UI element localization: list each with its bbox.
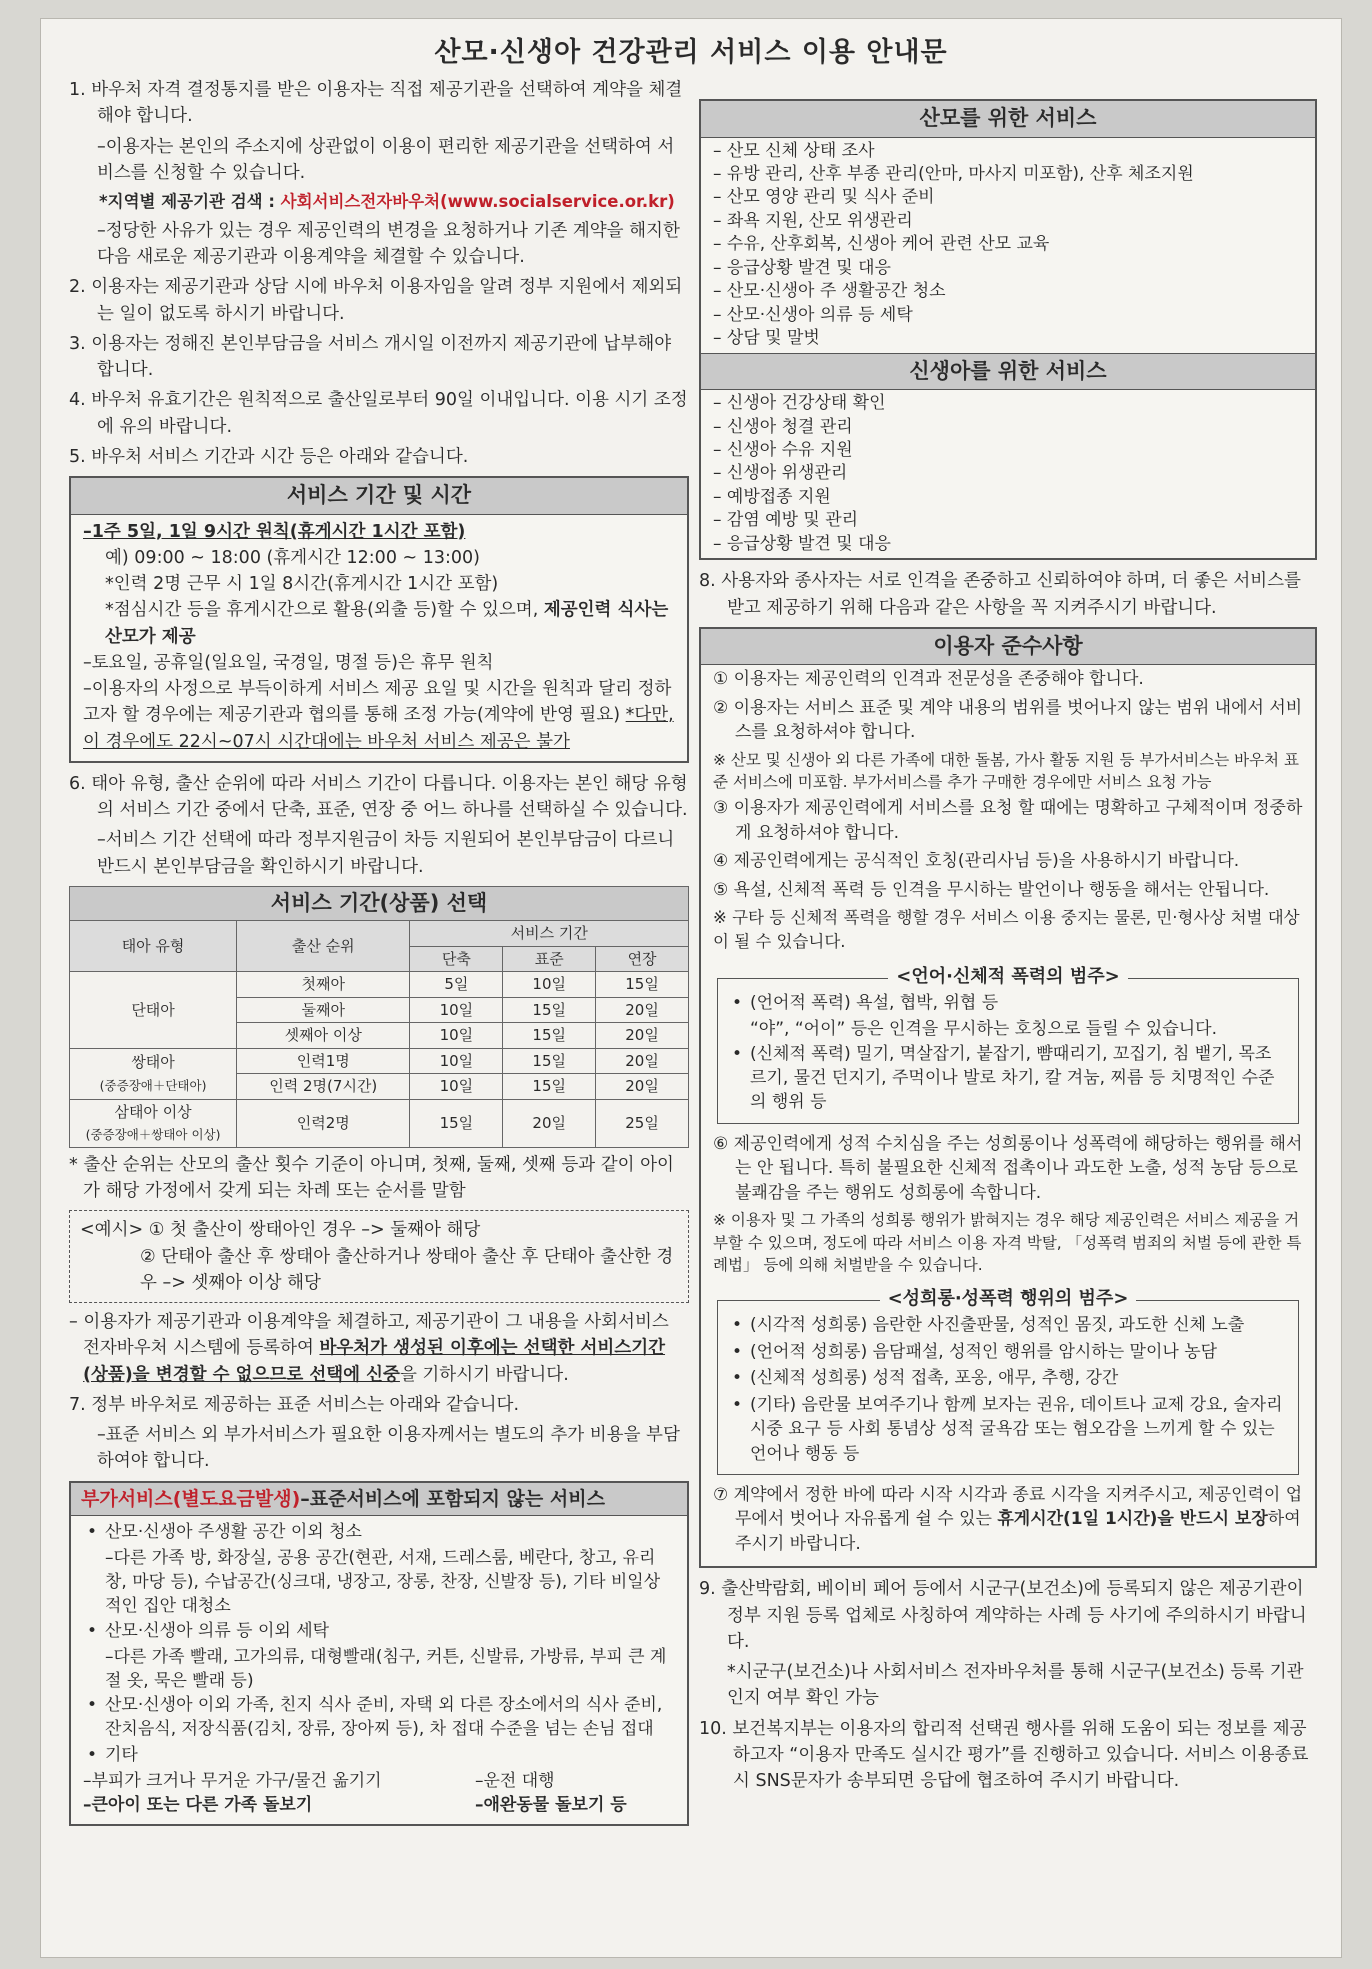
mother-service-header: 산모를 위한 서비스 (701, 101, 1315, 138)
item-6: 6. 태아 유형, 출산 순위에 따라 서비스 기간이 다릅니다. 이용자는 본인 해당 유형의 서비스 기간 중에서 단축, 표준, 연장 중 어느 하나를 선택하실 수 있습니다. (69, 773, 688, 820)
document-title: 산모·신생아 건강관리 서비스 이용 안내문 (434, 37, 948, 68)
mother-item: – 좌욕 지원, 산모 위생관리 (713, 210, 913, 231)
verbal-violence-note: “야”, “어이” 등은 인격을 무시하는 호칭으로 들릴 수 있습니다. (750, 1019, 1217, 1040)
compliance-6: ⑥ 제공인력에게 성적 수치심을 주는 성희롱이나 성폭력에 해당하는 행위를 해서는 안 됩니다. 특히 불필요한 신체적 접촉이나 과도한 노출, 성적 농담 등으로 불쾌감을 주는 행위도 성희롱에 속합니다. (713, 1133, 1303, 1203)
table-row: 삼태아 이상 (중증장애＋쌍태아 이상) 인력2명 15일 20일 25일 (70, 1099, 689, 1147)
item-1-sub2: –정당한 사유가 있는 경우 제공인력의 변경을 요청하거나 기존 계약을 해지한 다음 새로운 제공기관과 이용계약을 체결할 수 있습니다. (97, 220, 680, 267)
left-column (69, 77, 689, 1834)
mother-service-box (699, 99, 1317, 560)
baby-service-header: 신생아를 위한 서비스 (701, 353, 1315, 391)
mother-item: – 산모 영양 관리 및 식사 준비 (713, 187, 935, 208)
right-column (699, 99, 1317, 1798)
period-example: 예) 09:00 ~ 18:00 (휴게시간 12:00 ~ 13:00) (105, 547, 481, 568)
example-2: ② 단태아 출산 후 쌍태아 출산하거나 쌍태아 출산 후 단태아 출산한 경우 –> 셋째아 이상 해당 (140, 1246, 674, 1293)
item-1: 1. 바우처 자격 결정통지를 받은 이용자는 직접 제공기관을 선택하여 계약을 체결해야 합니다. (69, 80, 683, 127)
baby-service-box (701, 390, 1315, 558)
sexual-harassment-title: <성희롱·성폭력 행위의 범주> (713, 1286, 1303, 1312)
extra-laundry-detail: –다른 가족 빨래, 고가의류, 대형빨래(침구, 커튼, 신발류, 가방류, 부피 큰 계절 옷, 묵은 빨래 등) (105, 1646, 667, 1691)
period-rule: –1주 5일, 1일 9시간 원칙(휴게시간 1시간 포함) (83, 521, 466, 542)
item-9: 9. 출산박람회, 베이비 페어 등에서 시군구(보건소)에 등록되지 않은 제공기관이 정부 지원 등록 업체로 사칭하여 계약하는 사례 등 사기에 주의하시기 바랍니다. (699, 1579, 1307, 1652)
product-change-note: – 이용자가 제공기관과 이용계약을 체결하고, 제공기관이 그 내용을 사회서비스 전자바우처 시스템에 등록하여 바우처가 생성된 이후에는 선택한 서비스기간(상품)을 변경할 수 없으므로 선택에 신중을 기하시기 바랍니다. (69, 1312, 669, 1385)
compliance-3: ③ 이용자가 제공인력에게 서비스를 요청 할 때에는 명확하고 구체적이며 정중하게 요청하셔야 합니다. (713, 798, 1303, 843)
notice-sheet (40, 18, 1342, 1958)
baby-item: – 신생아 청결 관리 (713, 416, 853, 437)
compliance-6-note: ※ 이용자 및 그 가족의 성희롱 행위가 밝혀지는 경우 해당 제공인력은 서비스 제공을 거부할 수 있으며, 정도에 따라 서비스 이용 자격 박탈, 「성폭력 범죄의 처벌 등에 관한 특례법」 등에 의해 처벌받을 수 있습니다. (713, 1211, 1302, 1274)
table-row: 인력 2명(7시간) 10일 15일 20일 (70, 1074, 689, 1100)
verbal-violence: • (언어적 폭력) 욕설, 협박, 위협 등 (728, 991, 1286, 1015)
baby-item: – 응급상황 발견 및 대응 (713, 533, 891, 554)
baby-item: – 신생아 위생관리 (713, 463, 848, 484)
violence-category-box (717, 978, 1299, 1124)
extra-laundry: • 산모·신생아 의류 등 이외 세탁 (83, 1619, 675, 1643)
col-service-period: 서비스 기간 (410, 921, 689, 947)
item-5: 5. 바우처 서비스 기간과 시간 등은 아래와 같습니다. (69, 446, 469, 467)
extra-service-box (69, 1481, 689, 1826)
compliance-1: ① 이용자는 제공인력의 인격과 전문성을 존중해야 합니다. (713, 669, 1144, 690)
type-twin: 쌍태아 (중증장애＋단태아) (70, 1048, 237, 1099)
compliance-2-note: ※ 산모 및 신생아 외 다른 가족에 대한 돌봄, 가사 활동 지원 등 부가서비스는 바우처 표준 서비스에 미포함. 부가서비스를 추가 구매한 경우에만 서비스 요청 가능 (713, 750, 1299, 791)
item-10: 10. 보건복지부는 이용자의 합리적 선택권 행사를 위해 도움이 되는 정보를 제공하고자 “이용자 만족도 실시간 평가”를 진행하고 있습니다. 서비스 이용종료 시 SNS문자가 송부되면 응답에 협조하여 주시기 바랍니다. (699, 1718, 1309, 1792)
example-1: <예시> ① 첫 출산이 쌍태아인 경우 –> 둘째아 해당 (80, 1220, 481, 1241)
extra-service-header: 부가서비스(별도요금발생)–표준서비스에 포함되지 않는 서비스 (71, 1483, 687, 1517)
user-compliance-box (699, 627, 1317, 1569)
type-single: 단태아 (70, 972, 237, 1049)
baby-item: – 감염 예방 및 관리 (713, 510, 859, 531)
holiday-rule: –토요일, 공휴일(일요일, 국경일, 명절 등)은 휴무 원칙 (83, 652, 494, 673)
item-6-sub: –서비스 기간 선택에 따라 정부지원금이 차등 지원되어 본인부담금이 다르니 반드시 본인부담금을 확인하시기 바랍니다. (97, 830, 675, 877)
lunch-note: *점심시간 등을 휴게시간으로 활용(외출 등)할 수 있으며, 제공인력 식사는 산모가 제공 (105, 600, 669, 647)
compliance-4: ④ 제공인력에게는 공식적인 호칭(관리사님 등)을 사용하시기 바랍니다. (713, 851, 1240, 872)
col-short: 단축 (410, 946, 503, 972)
service-product-table (69, 886, 689, 1148)
extra-etc: • 기타 (83, 1743, 675, 1767)
item-7: 7. 정부 바우처로 제공하는 표준 서비스는 아래와 같습니다. (69, 1394, 520, 1415)
mother-item: – 산모·신생아 의류 등 세탁 (713, 304, 913, 325)
item-4: 4. 바우처 유효기간은 원칙적으로 출산일로부터 90일 이내입니다. 이용 시기 조정에 유의 바랍니다. (69, 390, 688, 437)
visual-harassment: • (시각적 성희롱) 음란한 사진출판물, 성적인 몸짓, 과도한 신체 노출 (728, 1313, 1286, 1337)
user-compliance-header: 이용자 준수사항 (701, 629, 1315, 666)
example-box (69, 1210, 689, 1303)
item-8: 8. 사용자와 종사자는 서로 인격을 존중하고 신뢰하여야 하며, 더 좋은 서비스를 받고 제공하기 위해 다음과 같은 사항을 꼭 지켜주시기 바랍니다. (699, 571, 1301, 618)
baby-item: – 신생아 수유 지원 (713, 439, 853, 460)
mother-item: – 유방 관리, 산후 부종 관리(안마, 마사지 미포함), 산후 체조지원 (713, 163, 1194, 184)
verbal-harassment: • (언어적 성희롱) 음담패설, 성적인 행위를 암시하는 말이나 농담 (728, 1340, 1286, 1364)
physical-harassment: • (신체적 성희롱) 성적 접촉, 포옹, 애무, 추행, 강간 (728, 1366, 1286, 1390)
service-period-box (69, 476, 689, 763)
sexual-harassment-box (717, 1300, 1299, 1475)
violence-category-title: <언어·신체적 폭력의 범주> (713, 964, 1303, 990)
extra-meals: • 산모·신생아 이외 가족, 친지 식사 준비, 자택 외 다른 장소에서의 식사 준비, 잔치음식, 저장식품(김치, 장류, 장아찌 등), 차 접대 수준을 넘는 손님 접대 (83, 1693, 675, 1741)
provider-search-note (69, 190, 689, 215)
item-7-sub: –표준 서비스 외 부가서비스가 필요한 이용자께서는 별도의 추가 비용을 부담하여야 합니다. (97, 1425, 680, 1472)
mother-item: – 상담 및 말벗 (713, 328, 820, 349)
two-staff-note: *인력 2명 근무 시 1일 8시간(휴게시간 1시간 포함) (105, 574, 499, 594)
col-standard: 표준 (503, 946, 596, 972)
table-row: 단태아 첫째아 5일 10일 15일 (70, 972, 689, 998)
compliance-5-note: ※ 구타 등 신체적 폭력을 행할 경우 서비스 이용 중지는 물론, 민·형사상 처벌 대상이 될 수 있습니다. (713, 908, 1300, 951)
col-birth-order: 출산 순위 (237, 921, 410, 972)
mother-item: – 산모·신생아 주 생활공간 청소 (713, 281, 946, 302)
item-9-sub: *시군구(보건소)나 사회서비스 전자바우처를 통해 시군구(보건소) 등록 기관인지 여부 확인 가능 (727, 1662, 1304, 1709)
baby-item: – 신생아 건강상태 확인 (713, 393, 886, 414)
item-3: 3. 이용자는 정해진 본인부담금을 서비스 개시일 이전까지 제공기관에 납부해야 합니다. (69, 333, 672, 380)
mother-item: – 응급상황 발견 및 대응 (713, 257, 891, 278)
schedule-adjust-note: –이용자의 사정으로 부득이하게 서비스 제공 요일 및 시간을 원칙과 달리 정하고자 할 경우에는 제공기관과 협의를 통해 조정 가능(계약에 반영 필요) *다만, 이 경우에도 22시~07시 시간대에는 바우처 서비스 제공은 불가 (83, 679, 674, 752)
extra-etc-row1: –부피가 크거나 무거운 가구/물건 옮기기 –운전 대행 (83, 1771, 555, 1792)
extra-cleaning-detail: –다른 가족 방, 화장실, 공용 공간(현관, 서재, 드레스룸, 베란다, 창고, 유리창, 마당 등), 수납공간(싱크대, 냉장고, 장롱, 찬장, 신발장 등), 기타 비일상적인 집안 대청소 (105, 1548, 661, 1617)
search-site: 사회서비스전자바우처(www.socialservice.or.kr) (280, 192, 675, 211)
table-row: 둘째아 10일 15일 20일 (70, 997, 689, 1023)
search-label: *지역별 제공기관 검색 : (99, 192, 281, 211)
item-1-sub: –이용자는 본인의 주소지에 상관없이 이용이 편리한 제공기관을 선택하여 서비스를 신청할 수 있습니다. (97, 136, 675, 183)
col-extended: 연장 (596, 946, 689, 972)
compliance-5: ⑤ 욕설, 신체적 폭력 등 인격을 무시하는 발언이나 행동을 해서는 안됩니다. (713, 879, 1270, 900)
col-fetus-type: 태아 유형 (70, 921, 237, 972)
table-row: 쌍태아 (중증장애＋단태아) 인력1명 10일 15일 20일 (70, 1048, 689, 1074)
compliance-2: ② 이용자는 서비스 표준 및 계약 내용의 범위를 벗어나지 않는 범위 내에서 서비스를 요청하셔야 합니다. (713, 697, 1303, 743)
other-harassment: • (기타) 음란물 보여주기나 함께 보자는 권유, 데이트나 교제 강요, 술자리 시중 요구 등 사회 통념상 성적 굴욕감 또는 혐오감을 느끼게 할 수 있는 언어나 행동 등 (728, 1393, 1286, 1466)
compliance-7: ⑦ 계약에서 정한 바에 따라 시작 시각과 종료 시각을 지켜주시고, 제공인력이 업무에서 벗어나 자유롭게 쉴 수 있는 휴게시간(1일 1시간)을 반드시 보장하여 주시기 바랍니다. (713, 1484, 1303, 1554)
service-period-header: 서비스 기간 및 시간 (71, 478, 687, 515)
birth-order-note: * 출산 순위는 산모의 출산 횟수 기준이 아니며, 첫째, 둘째, 셋째 등과 같이 아이가 해당 가정에서 갖게 되는 차례 또는 순서를 말함 (69, 1154, 674, 1201)
physical-violence: • (신체적 폭력) 밀기, 멱살잡기, 붙잡기, 뺨때리기, 꼬집기, 침 뱉기, 목조르기, 물건 던지기, 주먹이나 발로 차기, 칼 겨눔, 찌름 등 치명적인 수준의 행위 등 (728, 1042, 1286, 1115)
extra-cleaning: • 산모·신생아 주생활 공간 이외 청소 (83, 1520, 675, 1544)
product-table-header: 서비스 기간(상품) 선택 (70, 886, 689, 921)
baby-item: – 예방접종 지원 (713, 486, 831, 507)
extra-etc-row2: –큰아이 또는 다른 가족 돌보기 –애완동물 돌보기 등 (83, 1795, 627, 1816)
type-triplet: 삼태아 이상 (중증장애＋쌍태아 이상) (70, 1099, 237, 1147)
mother-item: – 수유, 산후회복, 신생아 케어 관련 산모 교육 (713, 234, 1050, 255)
item-2: 2. 이용자는 제공기관과 상담 시에 바우처 이용자임을 알려 정부 지원에서 제외되는 일이 없도록 하시기 바랍니다. (69, 277, 683, 324)
mother-item: – 산모 신체 상태 조사 (713, 140, 875, 161)
table-row: 셋째아 이상 10일 15일 20일 (70, 1023, 689, 1049)
